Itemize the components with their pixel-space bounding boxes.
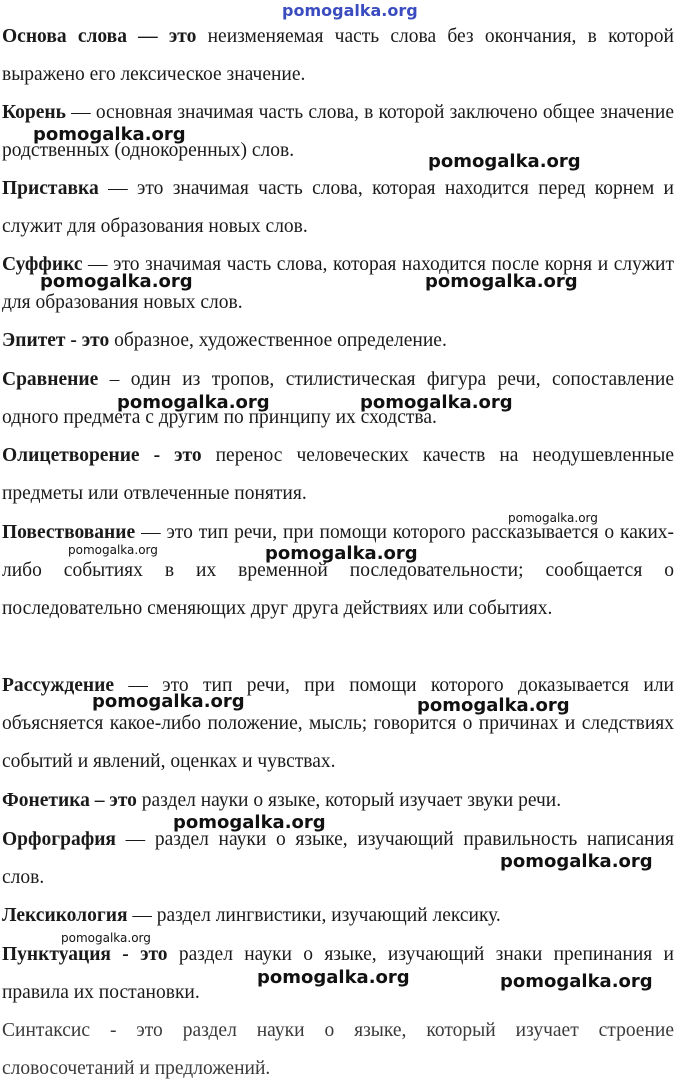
entry-definition: — раздел лингвистики, изучающий лексику.: [127, 905, 501, 926]
entry-definition: раздел науки о языке, который изучает звуки речи.: [136, 790, 562, 811]
entry-term: Олицетворение - это: [2, 445, 202, 466]
watermark: pomogalka.org: [40, 271, 193, 292]
entry-term: Рассуждение: [2, 675, 114, 696]
entry-fonetika: [2, 782, 674, 820]
entry-term: Сравнение: [2, 369, 99, 390]
entry-osnova: [2, 18, 674, 94]
entry-povestvovanie: [2, 511, 674, 628]
watermark: pomogalka.org: [33, 124, 186, 145]
watermark: pomogalka.org: [265, 543, 418, 564]
entry-definition: перенос человеческих качеств на неодушевленные предметы или отвлеченные понятия.: [2, 445, 675, 504]
watermark: pomogalka.org: [257, 967, 410, 988]
entry-leksikologiya: [2, 897, 674, 935]
entry-definition: — раздел науки о языке, изучающий правильность написания слов.: [2, 829, 674, 888]
entry-definition: — это тип речи, при помощи которого рассказывается о каких-либо событиях в их временной последовательности; сообщается о последовательно сменяющих друг друга действиях или событиях.: [2, 522, 674, 619]
entry-rassuzhdenie: [2, 667, 674, 781]
entry-pristavka: [2, 170, 674, 246]
watermark: pomogalka.org: [500, 971, 653, 992]
entry-term: Эпитет - это: [2, 330, 110, 351]
watermark: pomogalka.org: [68, 543, 158, 557]
watermark: pomogalka.org: [92, 691, 245, 712]
entry-sintaksis: [2, 1012, 674, 1088]
entry-sravnenie: [2, 361, 674, 437]
entry-olicetvorenie: [2, 437, 674, 513]
header-watermark: pomogalka.org: [282, 1, 418, 20]
entry-term: Фонетика – это: [2, 790, 137, 811]
entry-definition: неизменяемая часть слова без окончания, в которой выражено его лексическое значение.: [2, 26, 674, 85]
watermark: pomogalka.org: [428, 151, 581, 172]
entry-definition: — это значимая часть слова, которая находится перед корнем и служит для образования новых слов.: [2, 178, 674, 237]
watermark: pomogalka.org: [500, 851, 653, 872]
entry-term: Корень: [2, 102, 66, 123]
entry-term: Орфография: [2, 829, 116, 850]
entry-definition: образное, художественное определение.: [109, 330, 447, 351]
entry-term: Основа слова — это: [2, 26, 197, 47]
entry-term: Лексикология: [2, 905, 128, 926]
watermark: pomogalka.org: [117, 392, 270, 413]
watermark: pomogalka.org: [173, 812, 326, 833]
watermark: pomogalka.org: [425, 271, 578, 292]
entry-term: Суффикс: [2, 254, 83, 275]
entry-definition: — это значимая часть слова, которая находится после корня и служит для образования новых слов.: [2, 254, 674, 313]
watermark: pomogalka.org: [417, 695, 570, 716]
entry-epitet: [2, 322, 674, 360]
watermark: pomogalka.org: [508, 511, 598, 525]
entry-definition: — это тип речи, при помощи которого доказывается или объясняется какое-либо положение, мысль; говорится о причинах и следствиях событий и явлений, оценках и чувствах.: [2, 675, 674, 772]
entry-definition: раздел науки о языке, изучающий знаки препинания и правила их постановки.: [2, 944, 674, 1003]
entry-definition: - это раздел науки о языке, который изучает строение словосочетаний и предложений.: [2, 1020, 674, 1079]
entry-term: Пунктуация - это: [2, 944, 168, 965]
entry-definition: – один из тропов, стилистическая фигура речи, сопоставление одного предмета с другим по принципу их сходства.: [2, 369, 674, 428]
watermark: pomogalka.org: [360, 392, 513, 413]
entry-term: Повествование: [2, 522, 136, 543]
entry-term: Синтаксис: [2, 1020, 91, 1041]
watermark: pomogalka.org: [61, 931, 151, 945]
entry-term: Приставка: [2, 178, 99, 199]
entry-definition: — основная значимая часть слова, в которой заключено общее значение родственных (однокоренных) слов.: [2, 102, 674, 161]
